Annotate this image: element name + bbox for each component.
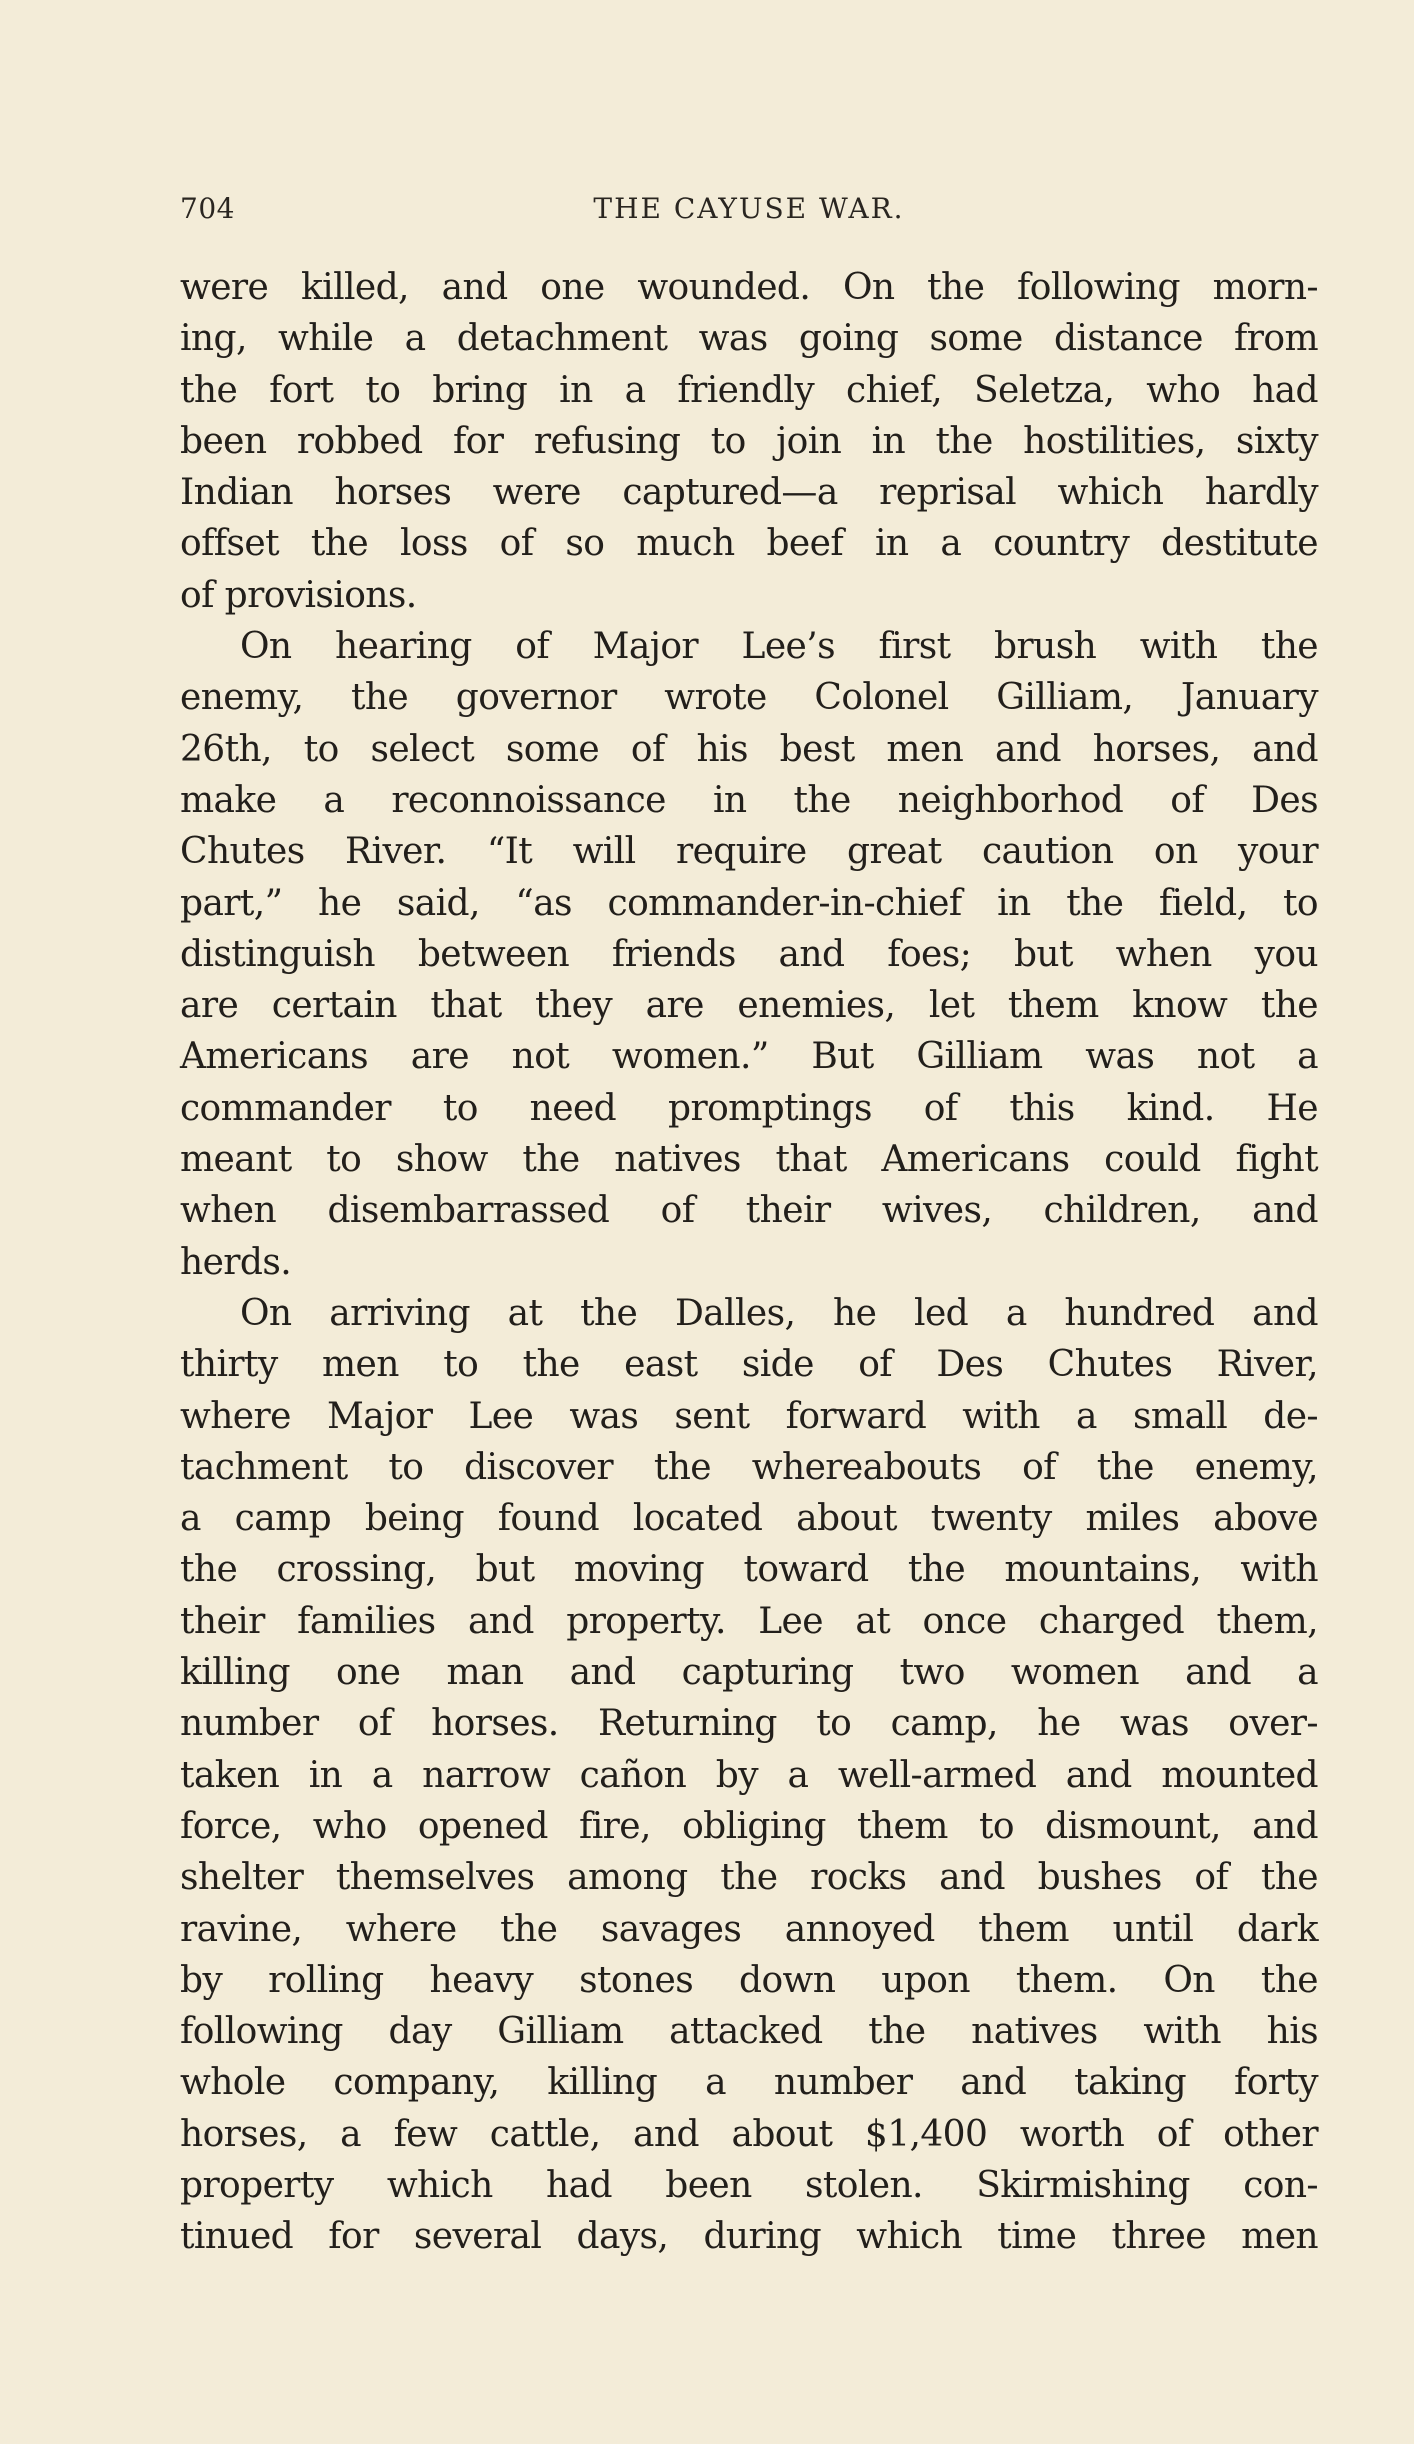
text-line: Indian horses were captured—a reprisal which hardly — [180, 472, 1318, 514]
text-line: the crossing, but moving toward the mountains, with — [180, 1549, 1318, 1591]
text-line: are certain that they are enemies, let them know the — [180, 985, 1318, 1027]
text-line: On arriving at the Dalles, he led a hundred and — [240, 1292, 1318, 1334]
text-line: tinued for several days, during which time three men — [180, 2216, 1318, 2258]
text-line: property which had been stolen. Skirmishing con- — [180, 2164, 1318, 2206]
text-line: a camp being found located about twenty miles above — [180, 1498, 1318, 1540]
body-text — [180, 262, 1318, 2263]
text-line: Chutes River. “It will require great caution on your — [180, 831, 1318, 873]
text-line: where Major Lee was sent forward with a small de- — [180, 1395, 1318, 1437]
text-line: ravine, where the savages annoyed them until dark — [180, 1908, 1318, 1950]
text-line: On hearing of Major Lee’s first brush with the — [240, 626, 1318, 668]
text-line: of provisions. — [180, 574, 417, 616]
text-line: whole company, killing a number and taking forty — [180, 2062, 1318, 2104]
text-line: by rolling heavy stones down upon them. On the — [180, 1959, 1318, 2001]
text-line: shelter themselves among the rocks and bushes of the — [180, 1857, 1318, 1899]
text-line: their families and property. Lee at once charged them, — [180, 1600, 1318, 1642]
text-line: force, who opened fire, obliging them to dismount, and — [180, 1805, 1318, 1847]
text-line: horses, a few cattle, and about $1,400 worth of other — [180, 2113, 1318, 2155]
running-title: THE CAYUSE WAR. — [593, 192, 905, 225]
text-line: the fort to bring in a friendly chief, Seletza, who had — [180, 369, 1318, 411]
running-head — [180, 192, 1318, 232]
text-line: 26th, to select some of his best men and horses, and — [180, 728, 1318, 770]
text-line: killing one man and capturing two women and a — [180, 1652, 1318, 1694]
text-line: taken in a narrow cañon by a well-armed and mounted — [180, 1754, 1318, 1796]
text-line: offset the loss of so much beef in a country destitute — [180, 523, 1318, 565]
text-line: commander to need promptings of this kind. He — [180, 1087, 1318, 1129]
text-line: tachment to discover the whereabouts of the enemy, — [180, 1446, 1318, 1488]
text-line: when disembarrassed of their wives, children, and — [180, 1190, 1318, 1232]
text-line: number of horses. Returning to camp, he was over- — [180, 1703, 1318, 1745]
text-line: been robbed for refusing to join in the hostilities, sixty — [180, 420, 1318, 462]
text-line: ing, while a detachment was going some distance from — [180, 318, 1318, 360]
text-line: herds. — [180, 1241, 292, 1283]
page-number: 704 — [180, 192, 235, 225]
text-line: part,” he said, “as commander-in-chief in the field, to — [180, 882, 1318, 924]
text-line: meant to show the natives that Americans could fight — [180, 1139, 1318, 1181]
text-line: enemy, the governor wrote Colonel Gilliam, January — [180, 677, 1318, 719]
text-line: thirty men to the east side of Des Chutes River, — [180, 1344, 1318, 1386]
text-line: make a reconnoissance in the neighborhod of Des — [180, 779, 1318, 821]
text-line: distinguish between friends and foes; but when you — [180, 933, 1318, 975]
text-line: Americans are not women.” But Gilliam was not a — [180, 1036, 1318, 1078]
text-line: following day Gilliam attacked the natives with his — [180, 2011, 1318, 2053]
text-line: were killed, and one wounded. On the following morn- — [180, 267, 1318, 308]
